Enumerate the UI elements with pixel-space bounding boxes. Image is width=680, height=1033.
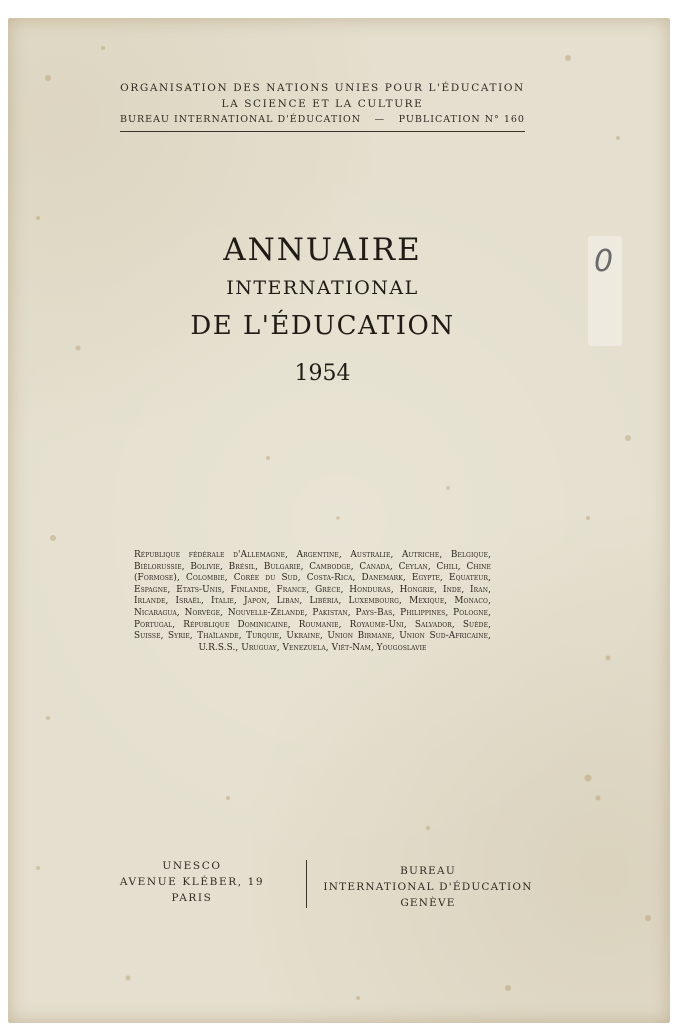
title-year: 1954 <box>294 361 351 386</box>
title-line-1: ANNUAIRE <box>223 232 422 268</box>
footer-left-line: UNESCO <box>162 860 222 872</box>
title-line-2: INTERNATIONAL <box>226 277 419 299</box>
header-rule <box>120 131 525 132</box>
publisher-header <box>120 80 525 132</box>
countries-list: République fédérale d'Allemagne, Argentine, Australie, Autriche, Belgique, Biélorussie, Bolivie, Brésil, Bulgarie, Cambodge, Canada, Ceylan, Chili, Chine (Formose), Colombie, Corée du Sud, Costa-Rica, Danemark, Egypte, Equateur, Espagne, Etats-Unis, Finlande, France, Grèce, Honduras, Hongrie, Inde, Iran, Irlande, Israël, Italie, Japon, Liban, Libéria, Luxembourg, Mexique, Monaco, Nicaragua, Norvège, Nouvelle-Zélande, Pakistan, Pays-Bas, Philippines, Pologne, Portugal, République Dominicaine, Roumanie, Royaume-Uni, Salvador, Suède, Suisse, Syrie, Thaïlande, Turquie, Ukraine, Union Birmane, Union Sud-Africaine, U.R.S.S., Uruguay, Venezuela, Viêt-Nam, Yougoslavie <box>134 550 491 653</box>
organisation-line: ORGANISATION DES NATIONS UNIES POUR L'ÉDUCATION <box>120 82 525 94</box>
publication-line <box>120 112 525 128</box>
footer-left-line: AVENUE KLÉBER, 19 <box>119 876 265 888</box>
handwritten-mark: 0 <box>594 244 614 279</box>
publication-number: PUBLICATION N° 160 <box>398 114 525 125</box>
bureau-text: BUREAU INTERNATIONAL D'ÉDUCATION <box>120 114 362 125</box>
footer-divider <box>306 860 307 908</box>
title-line-3: DE L'ÉDUCATION <box>190 311 455 341</box>
footer-right-line: INTERNATIONAL D'ÉDUCATION <box>323 881 533 893</box>
footer-left-line: PARIS <box>171 892 213 904</box>
footer-unesco <box>92 858 292 906</box>
footer-bureau <box>322 863 534 911</box>
organisation-subline: LA SCIENCE ET LA CULTURE <box>221 98 424 110</box>
footer-right-line: BUREAU <box>400 865 456 877</box>
title-block <box>120 230 525 390</box>
dash-text: — <box>374 114 386 125</box>
footer-right-line: GENÈVE <box>400 897 456 909</box>
